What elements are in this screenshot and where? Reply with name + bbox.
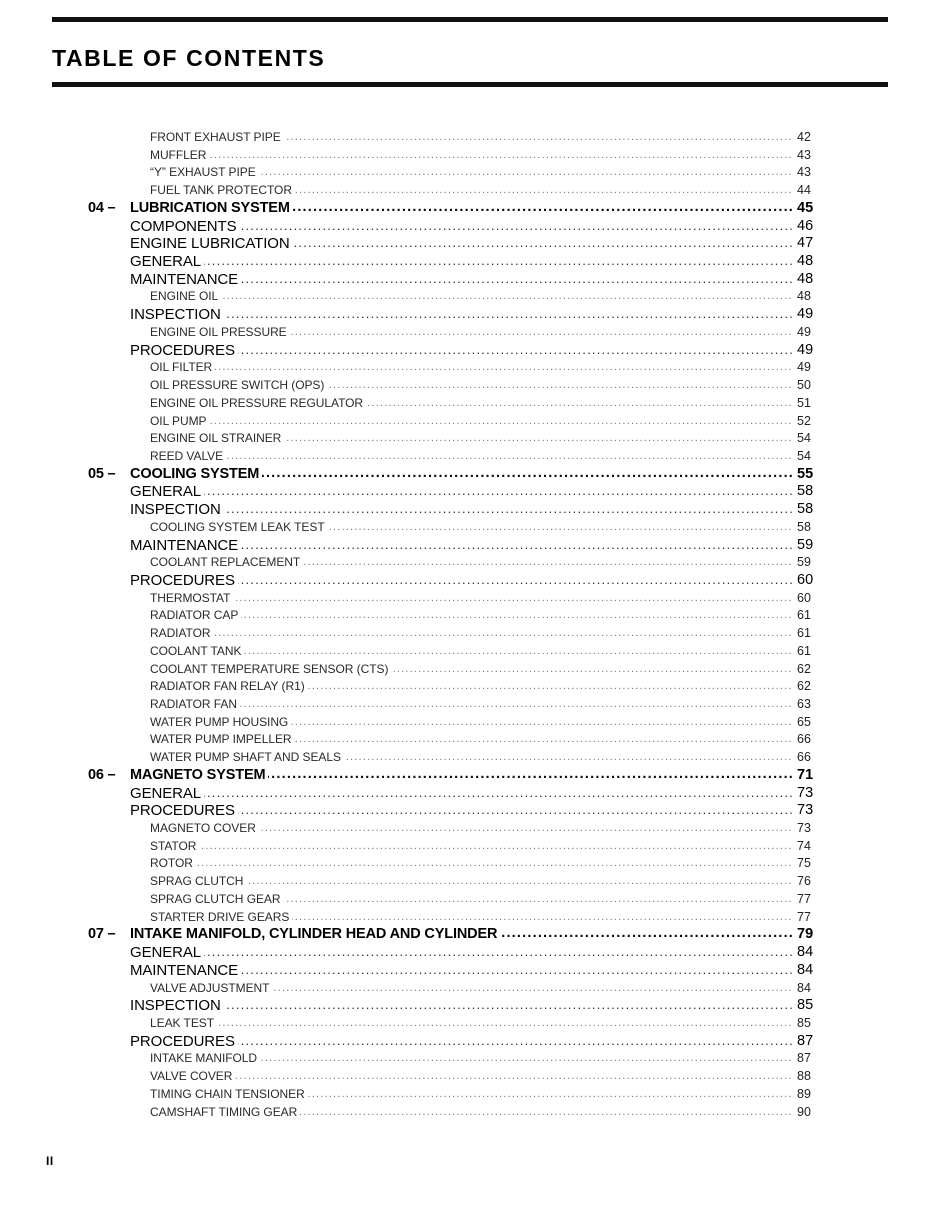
toc-entry-page-number: 58 bbox=[793, 501, 813, 519]
page-folio: II bbox=[46, 1154, 54, 1168]
toc-entry[interactable] bbox=[0, 342, 935, 360]
toc-entry-page-number: 61 bbox=[793, 607, 811, 625]
toc-entry[interactable] bbox=[0, 909, 935, 927]
toc-entry-label: INSPECTION bbox=[130, 501, 224, 519]
toc-entry-label: PROCEDURES bbox=[130, 572, 238, 590]
toc-entry[interactable] bbox=[0, 1033, 935, 1051]
toc-entry[interactable] bbox=[0, 997, 935, 1015]
toc-entry-page-number: 42 bbox=[793, 129, 811, 147]
toc-entry-page-number: 48 bbox=[793, 271, 813, 289]
toc-entry-page-number: 79 bbox=[793, 926, 813, 944]
toc-entry-label: MAGNETO COVER bbox=[150, 820, 259, 838]
toc-entry[interactable] bbox=[0, 625, 935, 643]
page-title: TABLE OF CONTENTS bbox=[52, 45, 326, 72]
toc-entry[interactable] bbox=[0, 359, 935, 377]
toc-entry[interactable] bbox=[0, 501, 935, 519]
toc-entry-page-number: 63 bbox=[793, 696, 811, 714]
toc-entry-label: OIL PRESSURE SWITCH (OPS) bbox=[150, 377, 327, 395]
toc-entry-number: 06 – bbox=[88, 766, 116, 783]
toc-entry-page-number: 54 bbox=[793, 430, 811, 448]
toc-entry-page-number: 75 bbox=[793, 855, 811, 873]
toc-entry[interactable] bbox=[0, 1015, 935, 1033]
toc-entry-page-number: 73 bbox=[793, 802, 813, 820]
dot-leader bbox=[150, 625, 793, 643]
toc-entry-label: INSPECTION bbox=[130, 306, 224, 324]
toc-entry[interactable] bbox=[0, 855, 935, 873]
toc-entry-label: COOLANT TANK bbox=[150, 643, 244, 661]
toc-entry[interactable] bbox=[0, 324, 935, 342]
toc-entry-label: INTAKE MANIFOLD, CYLINDER HEAD AND CYLINDER bbox=[130, 926, 500, 944]
toc-entry-label: MUFFLER bbox=[150, 147, 209, 165]
dot-leader bbox=[130, 997, 793, 1015]
dot-leader bbox=[150, 643, 793, 661]
toc-entry[interactable] bbox=[0, 731, 935, 749]
dot-leader bbox=[130, 306, 793, 324]
toc-entry-label: COOLING SYSTEM bbox=[130, 466, 262, 484]
toc-entry[interactable] bbox=[0, 696, 935, 714]
toc-entry-label: RADIATOR CAP bbox=[150, 607, 241, 625]
toc-entry-page-number: 73 bbox=[793, 785, 813, 803]
toc-entry-page-number: 90 bbox=[793, 1104, 811, 1122]
toc-entry[interactable] bbox=[0, 1104, 935, 1122]
dot-leader bbox=[150, 1068, 793, 1086]
toc-entry-page-number: 62 bbox=[793, 678, 811, 696]
toc-entry-page-number: 73 bbox=[793, 820, 811, 838]
toc-entry-label: COOLING SYSTEM LEAK TEST bbox=[150, 519, 328, 537]
toc-entry-list bbox=[0, 129, 935, 1121]
toc-entry-page-number: 48 bbox=[793, 253, 813, 271]
toc-entry-page-number: 46 bbox=[793, 218, 813, 236]
toc-entry-label: MAINTENANCE bbox=[130, 537, 241, 555]
toc-entry-page-number: 61 bbox=[793, 625, 811, 643]
toc-entry-label: GENERAL bbox=[130, 944, 204, 962]
toc-entry-page-number: 77 bbox=[793, 909, 811, 927]
toc-entry-page-number: 49 bbox=[793, 342, 813, 360]
toc-entry-page-number: 66 bbox=[793, 731, 811, 749]
toc-entry-label: STATOR bbox=[150, 838, 199, 856]
toc-entry-label: GENERAL bbox=[130, 483, 204, 501]
header-rule-top bbox=[52, 17, 888, 22]
dot-leader bbox=[150, 413, 793, 431]
toc-entry[interactable] bbox=[0, 147, 935, 165]
toc-entry[interactable] bbox=[0, 838, 935, 856]
toc-entry-label: “Y” EXHAUST PIPE bbox=[150, 164, 259, 182]
toc-entry[interactable] bbox=[0, 1068, 935, 1086]
toc-entry-label: WATER PUMP SHAFT AND SEALS bbox=[150, 749, 344, 767]
toc-entry[interactable] bbox=[0, 749, 935, 767]
toc-entry-page-number: 62 bbox=[793, 661, 811, 679]
toc-entry[interactable] bbox=[0, 767, 935, 785]
toc-entry-label: LEAK TEST bbox=[150, 1015, 217, 1033]
toc-entry-label: OIL PUMP bbox=[150, 413, 210, 431]
toc-entry[interactable] bbox=[0, 377, 935, 395]
toc-entry[interactable] bbox=[0, 1050, 935, 1068]
toc-entry-label: VALVE COVER bbox=[150, 1068, 235, 1086]
toc-entry-page-number: 84 bbox=[793, 962, 813, 980]
dot-leader bbox=[150, 873, 793, 891]
dot-leader bbox=[130, 944, 793, 962]
toc-entry[interactable] bbox=[0, 714, 935, 732]
dot-leader bbox=[150, 607, 793, 625]
toc-entry-label: SPRAG CLUTCH GEAR bbox=[150, 891, 284, 909]
toc-entry-label: INSPECTION bbox=[130, 997, 224, 1015]
toc-entry[interactable] bbox=[0, 554, 935, 572]
toc-entry-page-number: 89 bbox=[793, 1086, 811, 1104]
toc-entry-label: PROCEDURES bbox=[130, 342, 238, 360]
dot-leader bbox=[150, 288, 793, 306]
toc-entry-label: CAMSHAFT TIMING GEAR bbox=[150, 1104, 300, 1122]
toc-entry-label: COMPONENTS bbox=[130, 218, 240, 236]
toc-entry-label: INTAKE MANIFOLD bbox=[150, 1050, 260, 1068]
toc-entry[interactable] bbox=[0, 448, 935, 466]
toc-entry-page-number: 44 bbox=[793, 182, 811, 200]
toc-entry-label: FRONT EXHAUST PIPE bbox=[150, 129, 284, 147]
dot-leader bbox=[130, 483, 793, 501]
toc-entry-page-number: 54 bbox=[793, 448, 811, 466]
toc-entry-label: ENGINE OIL STRAINER bbox=[150, 430, 284, 448]
toc-entry-label: RADIATOR FAN RELAY (R1) bbox=[150, 678, 308, 696]
toc-entry-label: OIL FILTER bbox=[150, 359, 215, 377]
toc-entry-page-number: 45 bbox=[793, 200, 813, 218]
dot-leader bbox=[150, 147, 793, 165]
toc-entry-page-number: 84 bbox=[793, 980, 811, 998]
toc-entry-label: COOLANT REPLACEMENT bbox=[150, 554, 303, 572]
toc-entry-label: ROTOR bbox=[150, 855, 196, 873]
toc-entry[interactable] bbox=[0, 129, 935, 147]
toc-entry[interactable] bbox=[0, 873, 935, 891]
toc-entry-label: FUEL TANK PROTECTOR bbox=[150, 182, 295, 200]
dot-leader bbox=[130, 501, 793, 519]
toc-entry-page-number: 77 bbox=[793, 891, 811, 909]
toc-entry-page-number: 65 bbox=[793, 714, 811, 732]
toc-entry-label: RADIATOR bbox=[150, 625, 214, 643]
toc-entry-page-number: 43 bbox=[793, 147, 811, 165]
toc-entry-page-number: 49 bbox=[793, 324, 811, 342]
toc-entry[interactable] bbox=[0, 891, 935, 909]
toc-entry-label: ENGINE OIL bbox=[150, 288, 221, 306]
toc-entry[interactable] bbox=[0, 944, 935, 962]
dot-leader bbox=[150, 1015, 793, 1033]
toc-entry-label: THERMOSTAT bbox=[150, 590, 233, 608]
toc-entry-number: 05 – bbox=[88, 465, 116, 482]
toc-entry-page-number: 49 bbox=[793, 306, 813, 324]
toc-entry-page-number: 88 bbox=[793, 1068, 811, 1086]
toc-entry-page-number: 76 bbox=[793, 873, 811, 891]
toc-entry-page-number: 87 bbox=[793, 1050, 811, 1068]
dot-leader bbox=[130, 785, 793, 803]
toc-entry-page-number: 52 bbox=[793, 413, 811, 431]
dot-leader bbox=[130, 253, 793, 271]
toc-entry[interactable] bbox=[0, 926, 935, 944]
toc-entry[interactable] bbox=[0, 164, 935, 182]
dot-leader bbox=[150, 359, 793, 377]
toc-entry-label: MAINTENANCE bbox=[130, 962, 241, 980]
toc-entry-label: SPRAG CLUTCH bbox=[150, 873, 246, 891]
toc-entry-number: 04 – bbox=[88, 199, 116, 216]
toc-entry-label: ENGINE LUBRICATION bbox=[130, 235, 293, 253]
toc-entry-page-number: 58 bbox=[793, 519, 811, 537]
toc-entry[interactable] bbox=[0, 643, 935, 661]
toc-entry-label: WATER PUMP HOUSING bbox=[150, 714, 291, 732]
toc-entry-page-number: 55 bbox=[793, 466, 813, 484]
dot-leader bbox=[150, 696, 793, 714]
toc-entry-label: LUBRICATION SYSTEM bbox=[130, 200, 293, 218]
toc-entry-page-number: 71 bbox=[793, 767, 813, 785]
toc-entry[interactable] bbox=[0, 661, 935, 679]
toc-entry-label: MAINTENANCE bbox=[130, 271, 241, 289]
toc-entry-page-number: 43 bbox=[793, 164, 811, 182]
toc-entry-page-number: 61 bbox=[793, 643, 811, 661]
toc-entry[interactable] bbox=[0, 182, 935, 200]
dot-leader bbox=[150, 448, 793, 466]
toc-entry-page-number: 85 bbox=[793, 1015, 811, 1033]
toc-entry[interactable] bbox=[0, 235, 935, 253]
toc-entry-label: TIMING CHAIN TENSIONER bbox=[150, 1086, 308, 1104]
toc-entry-page-number: 59 bbox=[793, 537, 813, 555]
header-rule-bottom bbox=[52, 82, 888, 87]
toc-entry-page-number: 84 bbox=[793, 944, 813, 962]
toc-entry[interactable] bbox=[0, 483, 935, 501]
toc-entry[interactable] bbox=[0, 395, 935, 413]
toc-entry-page-number: 59 bbox=[793, 554, 811, 572]
toc-entry[interactable] bbox=[0, 200, 935, 218]
dot-leader bbox=[150, 590, 793, 608]
toc-entry-page-number: 48 bbox=[793, 288, 811, 306]
toc-entry[interactable] bbox=[0, 430, 935, 448]
toc-entry-label: VALVE ADJUSTMENT bbox=[150, 980, 272, 998]
dot-leader bbox=[150, 838, 793, 856]
toc-entry[interactable] bbox=[0, 572, 935, 590]
toc-entry-label: ENGINE OIL PRESSURE bbox=[150, 324, 290, 342]
toc-entry[interactable] bbox=[0, 820, 935, 838]
toc-entry-label: STARTER DRIVE GEARS bbox=[150, 909, 292, 927]
toc-entry-label: RADIATOR FAN bbox=[150, 696, 240, 714]
dot-leader bbox=[150, 855, 793, 873]
toc-entry-label: ENGINE OIL PRESSURE REGULATOR bbox=[150, 395, 366, 413]
toc-entry-label: MAGNETO SYSTEM bbox=[130, 767, 268, 785]
toc-entry[interactable] bbox=[0, 466, 935, 484]
toc-entry-label: REED VALVE bbox=[150, 448, 226, 466]
toc-entry[interactable] bbox=[0, 785, 935, 803]
toc-entry[interactable] bbox=[0, 980, 935, 998]
toc-entry[interactable] bbox=[0, 590, 935, 608]
toc-entry-page-number: 74 bbox=[793, 838, 811, 856]
toc-entry-page-number: 60 bbox=[793, 590, 811, 608]
toc-entry-label: COOLANT TEMPERATURE SENSOR (CTS) bbox=[150, 661, 391, 679]
toc-entry[interactable] bbox=[0, 218, 935, 236]
toc-entry[interactable] bbox=[0, 802, 935, 820]
toc-entry-number: 07 – bbox=[88, 926, 116, 943]
toc-entry-page-number: 87 bbox=[793, 1033, 813, 1051]
toc-entry[interactable] bbox=[0, 1086, 935, 1104]
toc-entry-page-number: 50 bbox=[793, 377, 811, 395]
toc-entry-label: PROCEDURES bbox=[130, 802, 238, 820]
toc-entry[interactable] bbox=[0, 962, 935, 980]
toc-entry[interactable] bbox=[0, 288, 935, 306]
toc-entry[interactable] bbox=[0, 413, 935, 431]
toc-entry-label: PROCEDURES bbox=[130, 1033, 238, 1051]
toc-entry-page-number: 49 bbox=[793, 359, 811, 377]
toc-entry[interactable] bbox=[0, 253, 935, 271]
toc-entry-page-number: 58 bbox=[793, 483, 813, 501]
toc-entry[interactable] bbox=[0, 537, 935, 555]
toc-entry-page-number: 60 bbox=[793, 572, 813, 590]
toc-entry[interactable] bbox=[0, 607, 935, 625]
toc-entry[interactable] bbox=[0, 271, 935, 289]
toc-entry-page-number: 85 bbox=[793, 997, 813, 1015]
toc-entry[interactable] bbox=[0, 678, 935, 696]
toc-entry-label: GENERAL bbox=[130, 785, 204, 803]
toc-entry-page-number: 51 bbox=[793, 395, 811, 413]
toc-entry[interactable] bbox=[0, 519, 935, 537]
toc-entry[interactable] bbox=[0, 306, 935, 324]
toc-entry-page-number: 47 bbox=[793, 235, 813, 253]
toc-entry-label: GENERAL bbox=[130, 253, 204, 271]
toc-entry-page-number: 66 bbox=[793, 749, 811, 767]
toc-entry-label: WATER PUMP IMPELLER bbox=[150, 731, 295, 749]
